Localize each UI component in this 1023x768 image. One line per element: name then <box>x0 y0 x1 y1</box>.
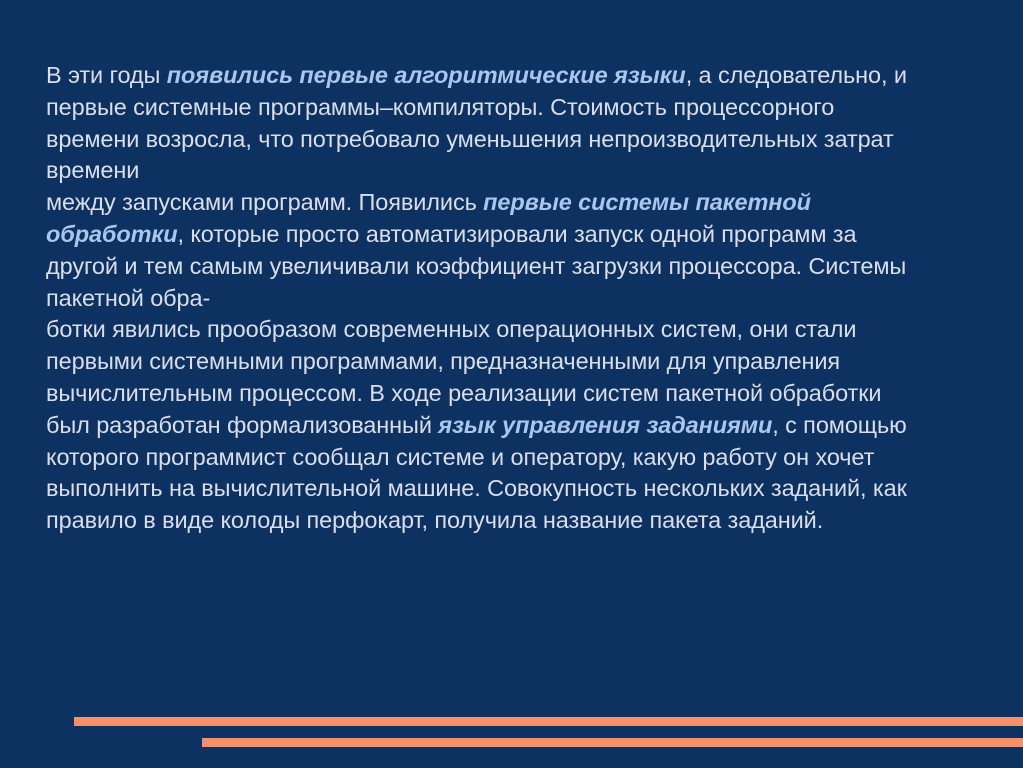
text-run: , а следовательно, и <box>685 62 907 88</box>
text-run: которого программист сообщал системе и оператору, какую работу он хочет <box>46 443 875 470</box>
text-run: выполнить на вычислительной машине. Совокупность нескольких заданий, как <box>46 475 907 502</box>
text-run: был разработан формализованный <box>46 411 439 438</box>
accent-rule-top <box>74 717 1023 726</box>
text-line <box>46 124 996 156</box>
text-run: первые системные программы–компиляторы. Стоимость процессорного <box>46 93 835 120</box>
text-run: В эти годы <box>46 62 167 88</box>
emphasized-term: появились первые алгоритмические языки <box>166 62 686 88</box>
slide-body-text <box>46 60 996 537</box>
text-line <box>46 60 996 92</box>
text-line <box>46 219 996 251</box>
text-run: пакетной обра- <box>46 284 211 311</box>
text-line <box>46 251 996 283</box>
text-line <box>46 314 996 346</box>
text-line <box>46 346 996 378</box>
emphasized-term: язык управления заданиями <box>438 411 773 438</box>
text-run: правило в виде колоды перфокарт, получила название пакета заданий. <box>46 507 824 534</box>
text-run: , которые просто автоматизировали запуск одной программ за <box>177 220 857 247</box>
text-line <box>46 378 996 410</box>
text-line <box>46 92 996 124</box>
text-run: ботки явились прообразом современных операционных систем, они стали <box>46 316 857 343</box>
text-line <box>46 410 996 442</box>
text-run: времени <box>46 157 140 184</box>
emphasized-term: первые системы пакетной <box>483 189 811 216</box>
text-run: вычислительным процессом. В ходе реализации систем пакетной обработки <box>46 379 882 406</box>
emphasized-term: обработки <box>46 220 178 247</box>
text-line <box>46 505 996 537</box>
text-run: времени возросла, что потребовало уменьшения непроизводительных затрат <box>46 125 894 152</box>
text-line <box>46 283 996 315</box>
text-run: первыми системными программами, предназначенными для управления <box>46 348 841 375</box>
text-run: между запусками программ. Появились <box>46 189 484 216</box>
text-line <box>46 442 996 474</box>
text-line <box>46 155 996 187</box>
text-run: другой и тем самым увеличивали коэффициент загрузки процессора. Системы <box>46 252 907 279</box>
text-run: , с помощью <box>772 411 907 438</box>
text-line <box>46 187 996 219</box>
accent-rule-bottom <box>202 738 1023 747</box>
text-line <box>46 473 996 505</box>
